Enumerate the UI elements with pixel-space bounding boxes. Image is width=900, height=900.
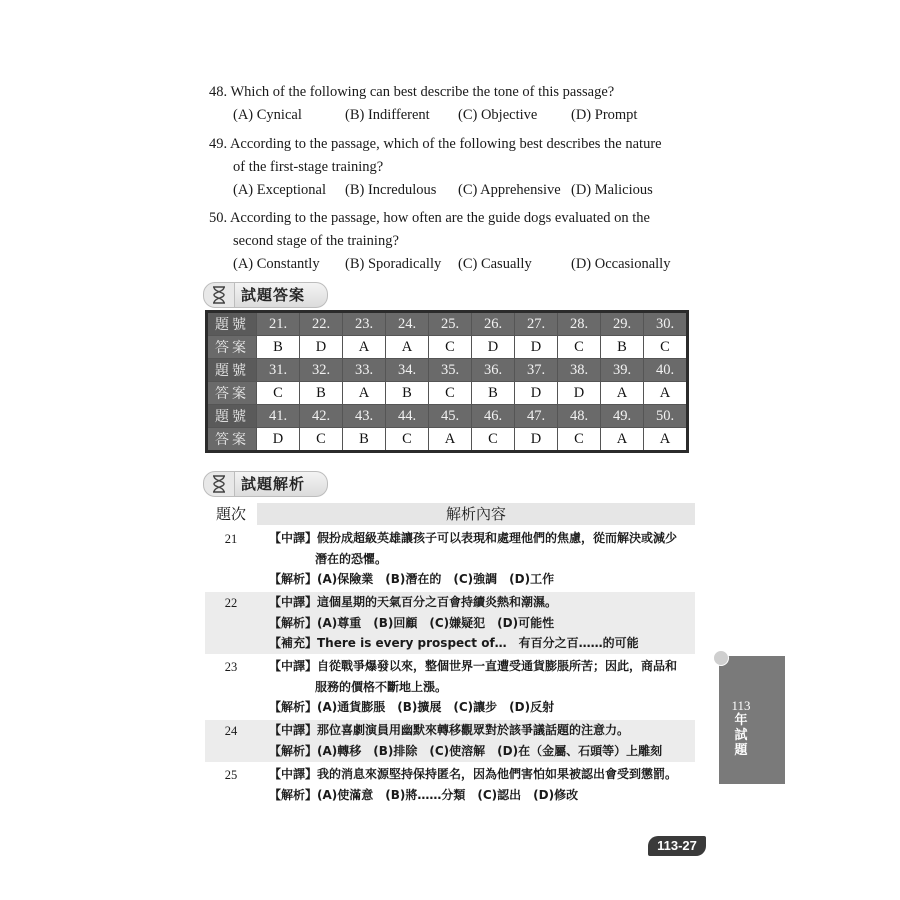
option-b: (B) Sporadically bbox=[345, 256, 442, 272]
item-number: 21 bbox=[224, 532, 238, 546]
answer-cell: C bbox=[257, 382, 300, 405]
question-number: 38. bbox=[558, 359, 601, 382]
item-number: 23 bbox=[224, 660, 238, 674]
question-number: 33. bbox=[343, 359, 386, 382]
answer-cell: D bbox=[515, 428, 558, 452]
section-title: 試題答案 bbox=[235, 282, 328, 308]
question-48 bbox=[209, 81, 638, 127]
question-stem: 49. According to the passage, which of the following best describes the nature bbox=[209, 136, 662, 152]
answer-cell: B bbox=[257, 336, 300, 359]
item-number: 22 bbox=[224, 596, 238, 610]
question-number: 44. bbox=[386, 405, 429, 428]
question-number: 36. bbox=[472, 359, 515, 382]
answer-cell: C bbox=[429, 336, 472, 359]
line: 【中譯】我的消息來源堅持保持匿名，因為他們害怕如果被認出會受到懲罰。 bbox=[269, 767, 678, 781]
answer-cell: C bbox=[644, 336, 688, 359]
line: 【解析】(A)轉移 (B)排除 (C)使溶解 (D)在（金屬、石頭等）上雕刻 bbox=[269, 743, 663, 758]
line: 【解析】(A)保險業 (B)潛在的 (C)強調 (D)工作 bbox=[269, 572, 555, 586]
question-50 bbox=[209, 207, 671, 276]
answer-cell: C bbox=[429, 382, 472, 405]
explain-table-header bbox=[205, 503, 695, 525]
option-a: (A) Cynical bbox=[233, 107, 302, 123]
option-a: (A) Exceptional bbox=[233, 182, 327, 198]
line: 【補充】There is every prospect of… 有百分之百……的可能 bbox=[269, 636, 639, 650]
question-number: 25. bbox=[429, 312, 472, 336]
question-number: 31. bbox=[257, 359, 300, 382]
option-d: (D) Occasionally bbox=[571, 256, 671, 272]
question-number: 29. bbox=[601, 312, 644, 336]
question-stem-cont: second stage of the training? bbox=[233, 233, 399, 249]
table-row bbox=[207, 428, 688, 452]
explain-row-24 bbox=[205, 720, 695, 762]
question-number: 35. bbox=[429, 359, 472, 382]
line: 【解析】(A)通貨膨脹 (B)擴展 (C)讓步 (D)反射 bbox=[269, 700, 555, 714]
line: 【中譯】這個星期的天氣百分之百會持續炎熱和潮濕。 bbox=[269, 595, 558, 609]
option-b: (B) Indifferent bbox=[345, 107, 430, 123]
question-number: 49. bbox=[601, 405, 644, 428]
question-stem: 50. According to the passage, how often are the guide dogs evaluated on the bbox=[209, 210, 650, 226]
row-label: 題號 bbox=[207, 312, 257, 336]
option-a: (A) Constantly bbox=[233, 256, 320, 272]
line: 服務的價格不斷地上漲。 bbox=[315, 679, 448, 694]
table-row bbox=[207, 405, 688, 428]
item-body bbox=[269, 764, 677, 805]
answer-cell: D bbox=[257, 428, 300, 452]
table-row bbox=[207, 336, 688, 359]
question-number: 22. bbox=[300, 312, 343, 336]
question-number: 41. bbox=[257, 405, 300, 428]
row-label: 答案 bbox=[207, 382, 257, 405]
line: 【解析】(A)使滿意 (B)將……分類 (C)認出 (D)修改 bbox=[269, 787, 579, 802]
answer-cell: A bbox=[343, 336, 386, 359]
option-d: (D) Prompt bbox=[571, 107, 638, 123]
explain-row-23 bbox=[205, 656, 695, 718]
option-c: (C) Objective bbox=[458, 107, 538, 123]
question-number: 43. bbox=[343, 405, 386, 428]
question-number: 39. bbox=[601, 359, 644, 382]
answer-cell: B bbox=[343, 428, 386, 452]
answer-cell: B bbox=[601, 336, 644, 359]
column-header-no: 題次 bbox=[215, 505, 246, 523]
question-number: 34. bbox=[386, 359, 429, 382]
item-body bbox=[269, 656, 677, 718]
answer-cell: D bbox=[515, 382, 558, 405]
answer-cell: A bbox=[601, 382, 644, 405]
answer-cell: A bbox=[644, 382, 688, 405]
answer-cell: B bbox=[300, 382, 343, 405]
item-body bbox=[269, 592, 639, 654]
question-stem: 48. Which of the following can best describe the tone of this passage? bbox=[209, 84, 615, 100]
answers-section-tab bbox=[203, 283, 328, 307]
question-49 bbox=[209, 133, 662, 202]
section-title: 試題解析 bbox=[235, 471, 328, 497]
answer-cell: C bbox=[472, 428, 515, 452]
answer-cell: D bbox=[472, 336, 515, 359]
option-b: (B) Incredulous bbox=[345, 182, 437, 198]
line: 潛在的恐懼。 bbox=[315, 551, 388, 566]
item-body bbox=[269, 720, 662, 761]
table-row bbox=[207, 359, 688, 382]
question-number: 45. bbox=[429, 405, 472, 428]
answer-cell: A bbox=[343, 382, 386, 405]
page-number: 113-27 bbox=[648, 836, 706, 856]
answer-cell: B bbox=[472, 382, 515, 405]
question-stem-cont: of the first-stage training? bbox=[233, 159, 384, 175]
question-number: 27. bbox=[515, 312, 558, 336]
answer-cell: A bbox=[386, 336, 429, 359]
answer-cell: C bbox=[386, 428, 429, 452]
item-number: 25 bbox=[224, 768, 238, 782]
side-tab-char: 題 bbox=[734, 743, 748, 758]
answer-cell: C bbox=[300, 428, 343, 452]
answer-cell: A bbox=[429, 428, 472, 452]
hourglass-icon bbox=[203, 471, 235, 497]
question-number: 23. bbox=[343, 312, 386, 336]
question-options bbox=[209, 104, 638, 127]
answer-cell: B bbox=[386, 382, 429, 405]
year-side-tab bbox=[719, 656, 785, 784]
line: 【中譯】假扮成超級英雄讓孩子可以表現和處理他們的焦慮，從而解決或減少 bbox=[269, 531, 678, 545]
table-row bbox=[207, 382, 688, 405]
option-d: (D) Malicious bbox=[571, 182, 653, 198]
answer-cell: D bbox=[515, 336, 558, 359]
question-number: 30. bbox=[644, 312, 688, 336]
question-number: 32. bbox=[300, 359, 343, 382]
row-label: 題號 bbox=[207, 405, 257, 428]
table-row bbox=[207, 312, 688, 336]
option-c: (C) Apprehensive bbox=[458, 182, 561, 198]
question-number: 26. bbox=[472, 312, 515, 336]
answer-table bbox=[205, 310, 689, 453]
row-label: 題號 bbox=[207, 359, 257, 382]
row-label: 答案 bbox=[207, 336, 257, 359]
explain-row-22 bbox=[205, 592, 695, 654]
question-number: 37. bbox=[515, 359, 558, 382]
hourglass-icon bbox=[203, 282, 235, 308]
tab-dot bbox=[713, 650, 729, 666]
question-options bbox=[209, 253, 671, 276]
side-tab-label bbox=[731, 698, 751, 758]
question-number: 24. bbox=[386, 312, 429, 336]
question-number: 48. bbox=[558, 405, 601, 428]
answer-cell: C bbox=[558, 428, 601, 452]
explain-row-21 bbox=[205, 528, 695, 592]
answer-cell: C bbox=[558, 336, 601, 359]
option-c: (C) Casually bbox=[458, 256, 532, 272]
question-number: 47. bbox=[515, 405, 558, 428]
side-tab-char: 試 bbox=[734, 728, 748, 743]
side-tab-year: 113 bbox=[731, 698, 751, 713]
explain-section-tab bbox=[203, 472, 328, 496]
column-header-content: 解析內容 bbox=[257, 503, 695, 525]
question-number: 21. bbox=[257, 312, 300, 336]
question-number: 42. bbox=[300, 405, 343, 428]
question-options bbox=[209, 179, 662, 202]
item-number: 24 bbox=[224, 724, 238, 738]
row-label: 答案 bbox=[207, 428, 257, 452]
question-number: 50. bbox=[644, 405, 688, 428]
line: 【中譯】那位喜劇演員用幽默來轉移觀眾對於該爭議話題的注意力。 bbox=[269, 723, 630, 737]
answer-cell: D bbox=[558, 382, 601, 405]
explain-row-25 bbox=[205, 764, 695, 806]
question-number: 40. bbox=[644, 359, 688, 382]
question-number: 46. bbox=[472, 405, 515, 428]
question-number: 28. bbox=[558, 312, 601, 336]
answer-cell: D bbox=[300, 336, 343, 359]
line: 【中譯】自從戰爭爆發以來，整個世界一直遭受通貨膨脹所苦；因此，商品和 bbox=[269, 659, 678, 673]
item-body bbox=[269, 528, 677, 590]
line: 【解析】(A)尊重 (B)回顧 (C)嫌疑犯 (D)可能性 bbox=[269, 615, 555, 630]
side-tab-char: 年 bbox=[734, 713, 748, 728]
answer-cell: A bbox=[644, 428, 688, 452]
answer-cell: A bbox=[601, 428, 644, 452]
